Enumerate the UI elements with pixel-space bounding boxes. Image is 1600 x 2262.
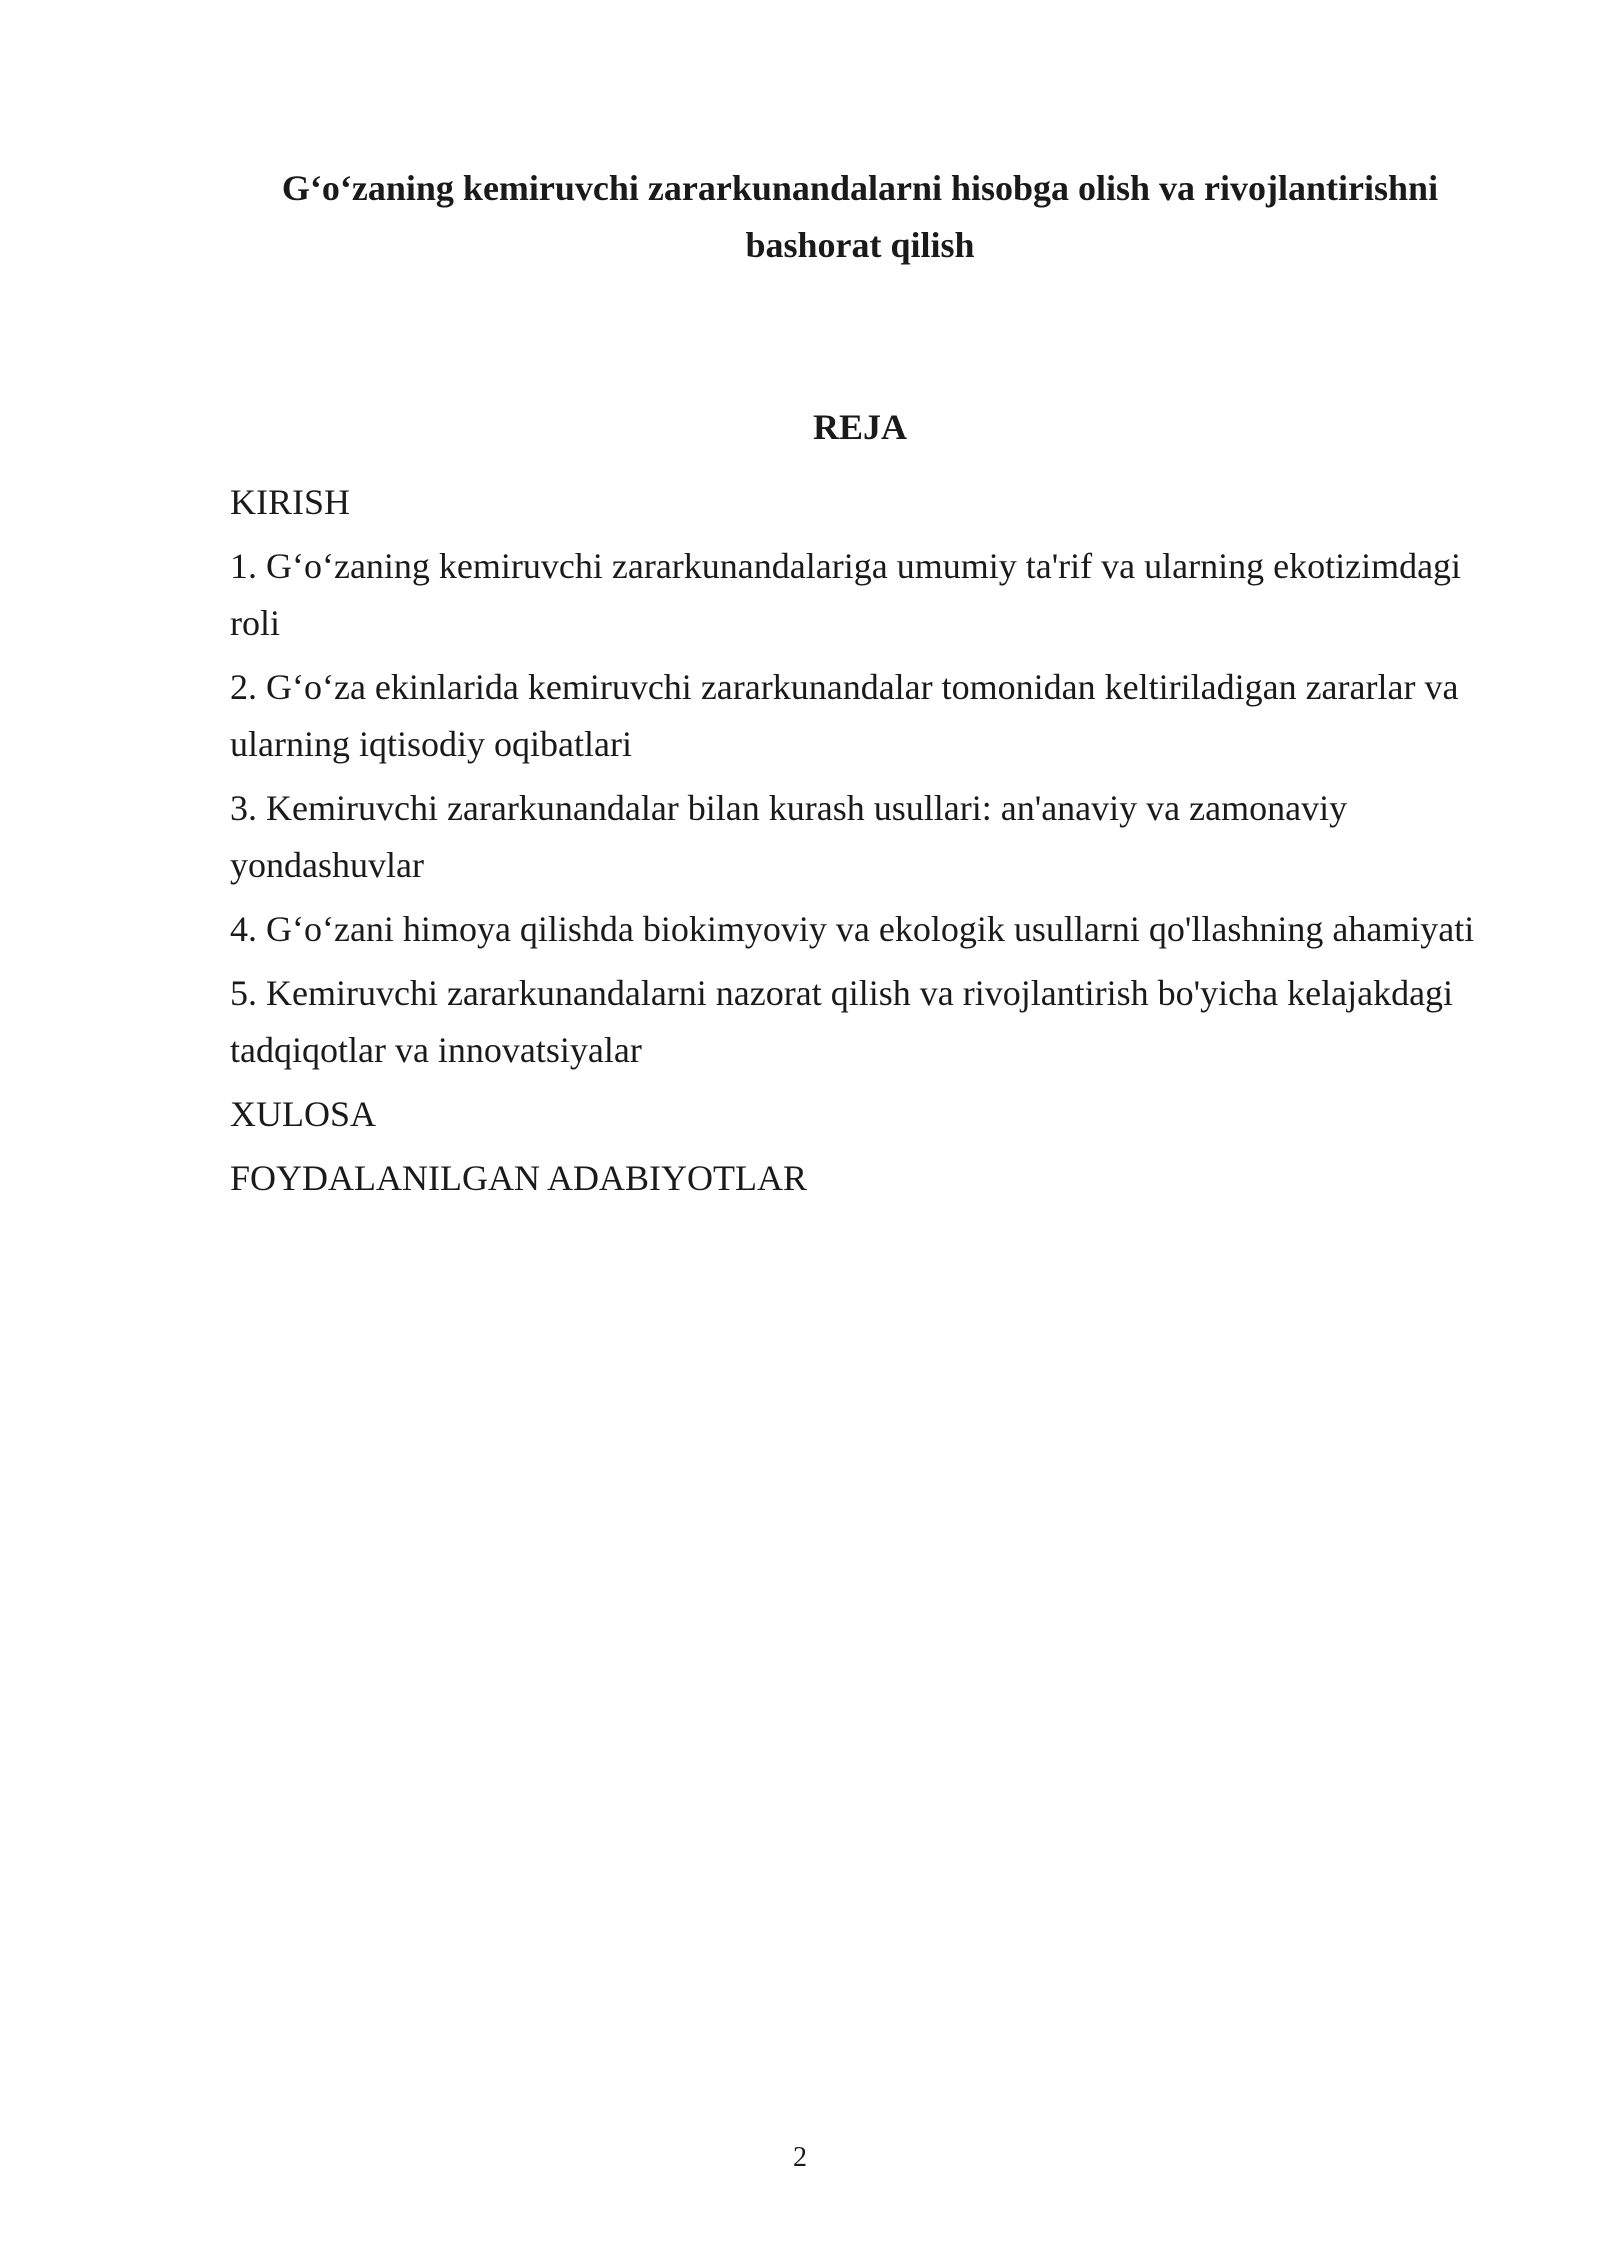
- plan-item-1: 1. G‘o‘zaning kemiruvchi zararkunandalariga umumiy ta'rif va ularning ekotizimdagi roli: [230, 546, 1462, 643]
- plan-item-introduction: KIRISH: [230, 482, 351, 522]
- plan-item-4: 4. G‘o‘zani himoya qilishda biokimyoviy va ekologik usullarni qo'llashning ahamiyati: [230, 909, 1475, 949]
- plan-item-5: 5. Kemiruvchi zararkunandalarni nazorat qilish va rivojlantirish bo'yicha kelajakdagi tadqiqotlar va innovatsiyalar: [230, 973, 1454, 1070]
- page-number: 2: [793, 2142, 807, 2173]
- plan-item-3: 3. Kemiruvchi zararkunandalar bilan kurash usullari: an'anaviy va zamonaviy yondashuvlar: [230, 788, 1348, 885]
- plan-item-conclusion: XULOSA: [230, 1094, 377, 1134]
- document-title: G‘o‘zaning kemiruvchi zararkunandalarni hisobga olish va rivojlantirishni bashorat qilish: [281, 168, 1439, 265]
- plan-item-2: 2. G‘o‘za ekinlarida kemiruvchi zararkunandalar tomonidan keltiriladigan zararlar va ularning iqtisodiy oqibatlari: [230, 667, 1459, 764]
- plan-item-references: FOYDALANILGAN ADABIYOTLAR: [230, 1158, 807, 1198]
- plan-list: [230, 474, 1490, 1214]
- plan-heading: REJA: [812, 407, 907, 447]
